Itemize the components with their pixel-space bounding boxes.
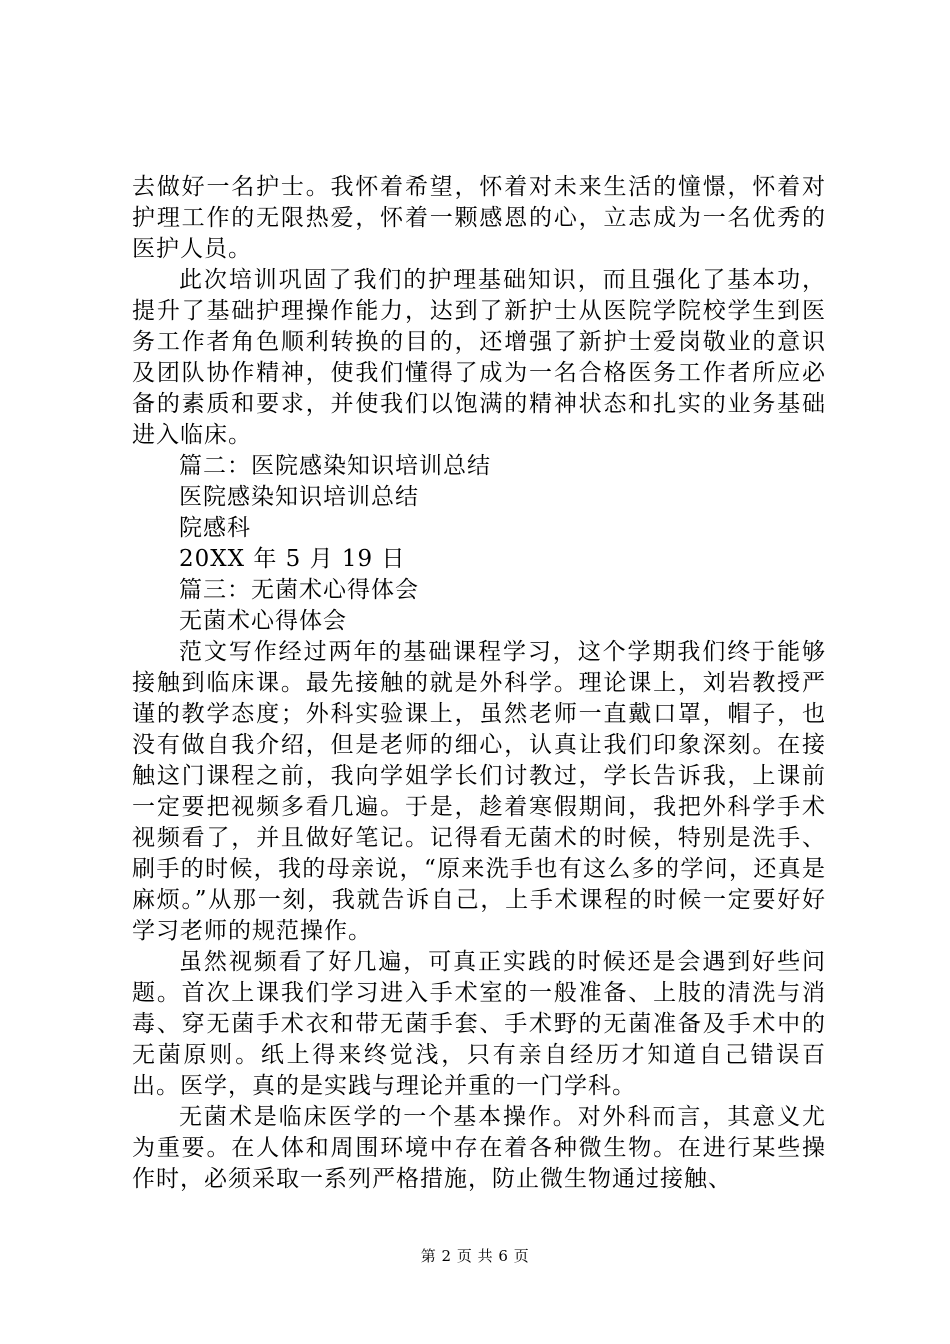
paragraph-2: 此次培训巩固了我们的护理基础知识，而且强化了基本功，提升了基础护理操作能力，达到了新护士从医院学院校学生到医务工作者角色顺利转换的目的，还增强了新护士爱岗敬业的意识及团队协作精神，使我们懂得了成为一名合格医务工作者所应必备的素质和要求，并使我们以饱满的精神状态和扎实的业务基础进入临床。 — [132, 267, 826, 448]
section-title-2: 医院感染知识培训总结 — [179, 484, 419, 510]
section-heading-3: 篇三：无菌术心得体会 — [179, 577, 419, 603]
paragraph-3: 范文写作经过两年的基础课程学习，这个学期我们终于能够接触到临床课。最先接触的就是外科学。理论课上，刘岩教授严谨的教学态度；外科实验课上，虽然老师一直戴口罩，帽子，也没有做自我介绍，但是老师的细心，认真让我们印象深刻。在接触这门课程之前，我向学姐学长们讨教过，学长告诉我，上课前一定要把视频多看几遍。于是，趁着寒假期间，我把外科学手术视频看了，并且做好笔记。记得看无菌术的时候，特别是洗手、刷手的时候，我的母亲说，“原来洗手也有这么多的学问，还真是麻烦。”从那一刻，我就告诉自己，上手术课程的时候一定要好好学习老师的规范操作。 — [132, 639, 826, 944]
paragraph-5: 无菌术是临床医学的一个基本操作。对外科而言，其意义尤为重要。在人体和周围环境中存在着各种微生物。在进行某些操作时，必须采取一系列严格措施，防止微生物通过接触、 — [132, 1104, 826, 1192]
paragraph-1: 去做好一名护士。我怀着希望，怀着对未来生活的憧憬，怀着对护理工作的无限热爱，怀着一颗感恩的心，立志成为一名优秀的医护人员。 — [132, 174, 826, 262]
date-line: 20XX 年 5 月 19 日 — [179, 546, 406, 572]
section-heading-2: 篇二：医院感染知识培训总结 — [179, 453, 491, 479]
section-title-3: 无菌术心得体会 — [179, 608, 347, 634]
document-body — [132, 172, 826, 1195]
department-line: 院感科 — [179, 515, 251, 541]
paragraph-4: 虽然视频看了好几遍，可真正实践的时候还是会遇到好些问题。首次上课我们学习进入手术室的一般准备、上肢的清洗与消毒、穿无菌手术衣和带无菌手套、手术野的无菌准备及手术中的无菌原则。纸上得来终觉浅，只有亲自经历才知道自己错误百出。医学，真的是实践与理论并重的一门学科。 — [132, 949, 826, 1099]
page-footer: 第 2 页 共 6 页 — [420, 1247, 530, 1265]
